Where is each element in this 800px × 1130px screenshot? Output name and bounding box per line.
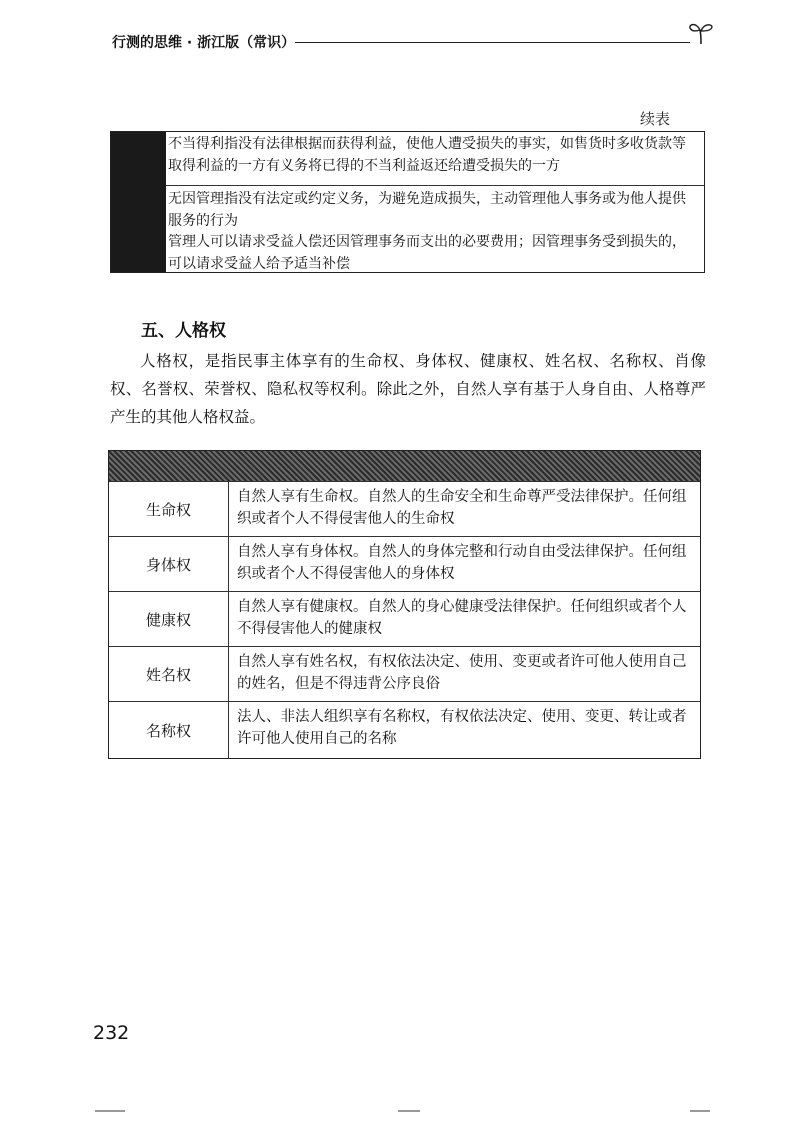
table-row — [111, 132, 704, 186]
scan-speck — [398, 1110, 420, 1112]
running-header — [112, 30, 712, 60]
row-content — [168, 132, 698, 177]
right-name: 姓名权 — [109, 647, 229, 701]
page-number: 232 — [93, 1022, 130, 1044]
continued-table — [110, 131, 705, 273]
continued-label: 续表 — [640, 110, 671, 128]
table-header — [109, 451, 700, 481]
table-row — [109, 536, 700, 591]
section-paragraph: 人格权，是指民事主体享有的生命权、身体权、健康权、姓名权、名称权、肖像权、名誉权、荣誉权、隐私权等权利。除此之外，自然人享有基于人身自由、人格尊严产生的其他人格权益。 — [110, 352, 706, 426]
scan-specks — [0, 1100, 800, 1120]
table-row — [109, 701, 700, 758]
row-text: 无因管理指没有法定或约定义务，为避免造成损失，主动管理他人事务或为他人提供服务的行为 — [168, 191, 686, 229]
table-row — [109, 646, 700, 701]
rights-table — [108, 450, 701, 759]
row-text: 管理人可以请求受益人偿还因管理事务而支出的必要费用；因管理事务受到损失的，可以请求受益人给予适当补偿 — [168, 234, 686, 272]
right-description: 自然人享有生命权。自然人的生命安全和生命尊严受法律保护。任何组织或者个人不得侵害他人的生命权 — [237, 489, 687, 527]
table-row — [111, 185, 704, 272]
header-cell-name — [109, 451, 229, 481]
sprout-icon — [687, 18, 715, 46]
book-title: 行测的思维 · 浙江版（常识） — [112, 35, 296, 51]
right-description: 自然人享有健康权。自然人的身心健康受法律保护。任何组织或者个人不得侵害他人的健康权 — [237, 599, 687, 637]
right-name: 名称权 — [109, 702, 229, 758]
right-name: 健康权 — [109, 592, 229, 646]
right-name: 身体权 — [109, 537, 229, 591]
right-description: 自然人享有身体权。自然人的身体完整和行动自由受法律保护。任何组织或者个人不得侵害他人的身体权 — [237, 544, 687, 582]
row-text: 不当得利指没有法律根据而获得利益，使他人遭受损失的事实，如售货时多收货款等取得利益的一方有义务将已得的不当利益返还给遭受损失的一方 — [168, 136, 686, 174]
row-header-cell — [111, 132, 166, 185]
header-rule — [295, 42, 690, 43]
table-row — [109, 591, 700, 646]
row-content — [168, 185, 698, 275]
right-description: 自然人享有姓名权，有权依法决定、使用、变更或者许可他人使用自己的姓名，但是不得违背公序良俗 — [237, 654, 687, 692]
table-row — [109, 481, 700, 536]
row-header-cell — [111, 185, 166, 272]
scan-speck — [95, 1110, 125, 1112]
right-name: 生命权 — [109, 482, 229, 536]
header-cell-content — [229, 451, 700, 481]
scan-speck — [690, 1110, 710, 1112]
right-description: 法人、非法人组织享有名称权，有权依法决定、使用、变更、转让或者许可他人使用自己的名称 — [237, 709, 687, 747]
section-heading: 五、人格权 — [141, 321, 226, 341]
